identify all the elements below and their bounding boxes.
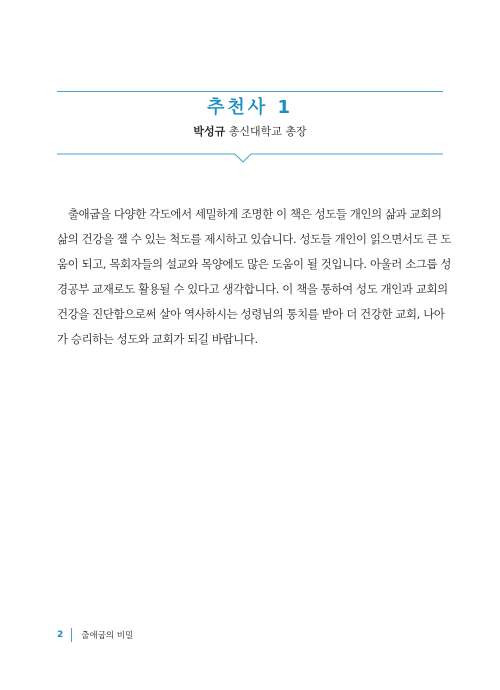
section-heading: 추천사 1 <box>207 97 293 118</box>
body-line: 삶의 건강을 잴 수 있는 척도를 제시하고 있습니다. 성도들 개인이 읽으면서도 큰 도 <box>57 232 452 246</box>
page-number: 2 <box>57 630 64 640</box>
body-line: 가 승리하는 성도와 교회가 되길 바랍니다. <box>57 332 258 346</box>
book-title: 출애굽의 비밀 <box>81 631 134 641</box>
body-paragraph <box>57 202 452 352</box>
author-line <box>0 125 500 139</box>
page-footer <box>57 628 133 642</box>
body-line: 출애굽을 다양한 각도에서 세밀하게 조명한 이 책은 성도들 개인의 삶과 교회의 <box>68 207 442 221</box>
body-line: 건강을 진단함으로써 살아 역사하시는 성령님의 통치를 받아 더 건강한 교회, 나아 <box>57 307 445 321</box>
top-divider <box>57 91 443 92</box>
footer-separator <box>71 628 72 642</box>
author-name: 박성규 <box>193 125 226 138</box>
author-title: 총신대학교 총장 <box>228 125 307 138</box>
body-line: 움이 되고, 목회자들의 설교와 목양에도 많은 도움이 될 것입니다. 아울러 소그룹 성 <box>57 257 452 271</box>
bottom-divider-with-notch <box>57 148 443 164</box>
body-line: 경공부 교재로도 활용될 수 있다고 생각합니다. 이 책을 통하여 성도 개인과 교회의 <box>57 282 448 296</box>
